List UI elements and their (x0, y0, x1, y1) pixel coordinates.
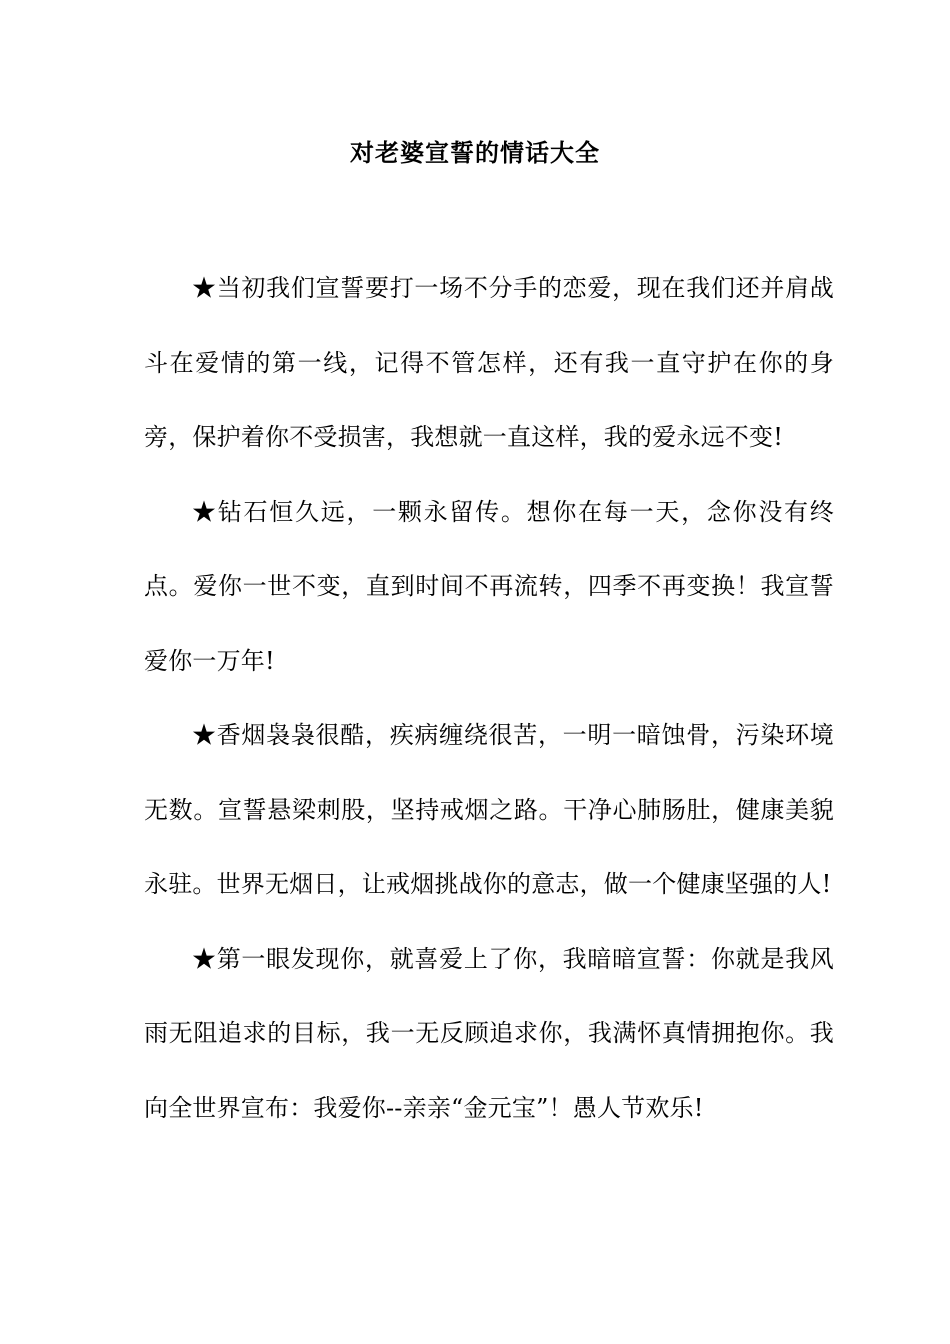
paragraph-3: ★香烟袅袅很酷，疾病缠绕很苦，一明一暗蚀骨，污染环境无数。宣誓悬梁刺股，坚持戒烟之路。干净心肺肠肚，健康美貌永驻。世界无烟日，让戒烟挑战你的意志，做一个健康坚强的人! (144, 721, 834, 898)
paragraph-4: ★第一眼发现你，就喜爱上了你，我暗暗宣誓：你就是我风雨无阻追求的目标，我一无反顾追求你，我满怀真情拥抱你。我向全世界宣布：我爱你--亲亲“金元宝”！愚人节欢乐! (144, 944, 834, 1122)
paragraph-1: ★当初我们宣誓要打一场不分手的恋爱，现在我们还并肩战斗在爱情的第一线，记得不管怎样，还有我一直守护在你的身旁，保护着你不受损害，我想就一直这样，我的爱永远不变! (144, 274, 834, 451)
document-body (144, 251, 834, 1145)
paragraph-2: ★钻石恒久远，一颗永留传。想你在每一天，念你没有终点。爱你一世不变，直到时间不再流转，四季不再变换！我宣誓爱你一万年! (144, 497, 834, 675)
document-title: 对老婆宣誓的情话大全 (350, 138, 600, 167)
